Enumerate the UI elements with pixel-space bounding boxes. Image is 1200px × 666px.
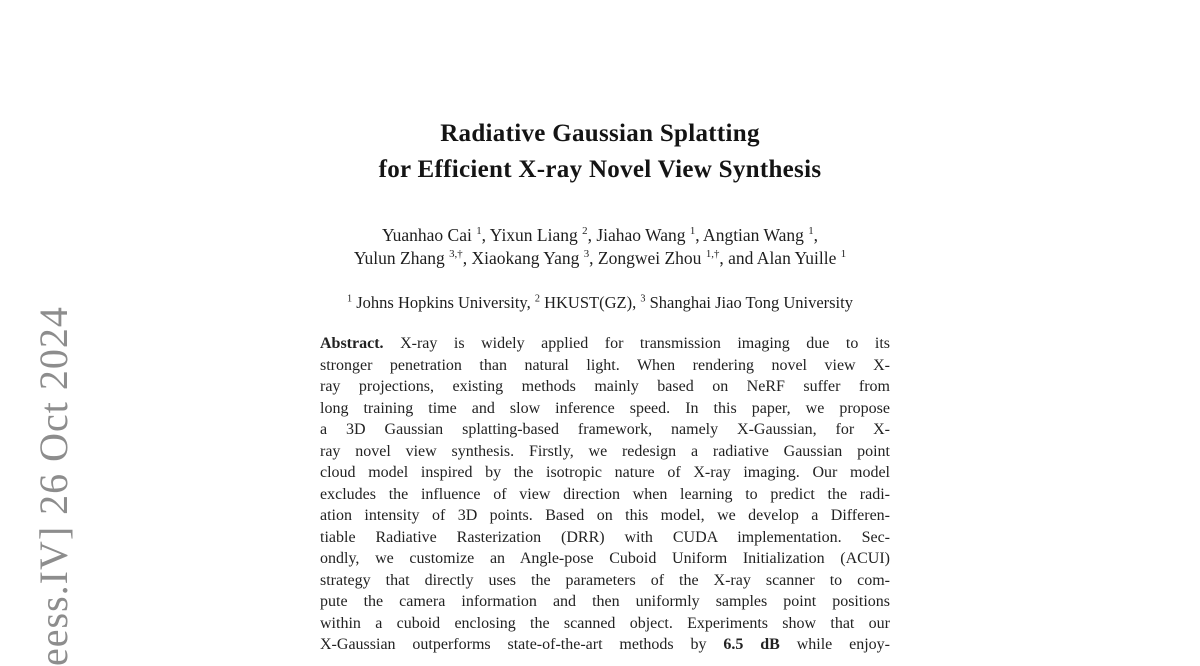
abstract-line: excludes the influence of view direction when learning to predict the radi- [320, 485, 890, 503]
abstract-line: strategy that directly uses the parameters of the X-ray scanner to com- [320, 571, 890, 589]
paper-title [0, 116, 1200, 188]
abstract-line: pute the camera information and then uniformly samples point positions [320, 593, 890, 610]
abstract-line: ondly, we customize an Angle-pose Cuboid Uniform Initialization (ACUI) [320, 550, 890, 567]
affiliation-line: $^1$ Johns Hopkins University, $^2$ HKUST(GZ), $^3$ Shanghai Jiao Tong University [347, 293, 853, 312]
abstract-line: ray novel view synthesis. Firstly, we redesign a radiative Gaussian point [320, 442, 890, 460]
abstract-line: ation intensity of 3D points. Based on this model, we develop a Differen- [320, 507, 890, 524]
abstract-line: tiable Radiative Rasterization (DRR) with CUDA implementation. Sec- [320, 528, 890, 546]
arxiv-watermark: eess.IV] 26 Oct 2024 [31, 306, 76, 666]
abstract-line: X-Gaussian outperforms state-of-the-art methods by 6.5 dB while enjoy- [320, 636, 891, 653]
paper-title-line-1: Radiative Gaussian Splatting [440, 120, 760, 147]
abstract-line: cloud model inspired by the isotropic nature of X-ray imaging. Our model [320, 464, 890, 481]
abstract-line: ray projections, existing methods mainly based on NeRF suffer from [320, 378, 890, 395]
paper-title-line-2: for Efficient X-ray Novel View Synthesis [378, 156, 822, 183]
abstract [320, 333, 890, 656]
author-line: Yulun Zhang $^{3,\dagger}$, Xiaokang Yang $^3$, Zongwei Zhou $^{1,\dagger}$, and Alan Yuille $^1$ [353, 247, 847, 268]
author-line: Yuanhao Cai $^1$, Yixun Liang $^2$, Jiahao Wang $^1$, Angtian Wang $^1$, [381, 225, 819, 245]
abstract-line: stronger penetration than natural light. When rendering novel view X- [320, 356, 890, 374]
author-list [0, 224, 1200, 269]
abstract-line: Abstract. X-ray is widely applied for transmission imaging due to its [320, 335, 890, 352]
abstract-line: long training time and slow inference speed. In this paper, we propose [320, 399, 890, 417]
abstract-line: a 3D Gaussian splatting-based framework, namely X-Gaussian, for X- [320, 421, 890, 438]
abstract-line: within a cuboid enclosing the scanned object. Experiments show that our [320, 614, 890, 632]
